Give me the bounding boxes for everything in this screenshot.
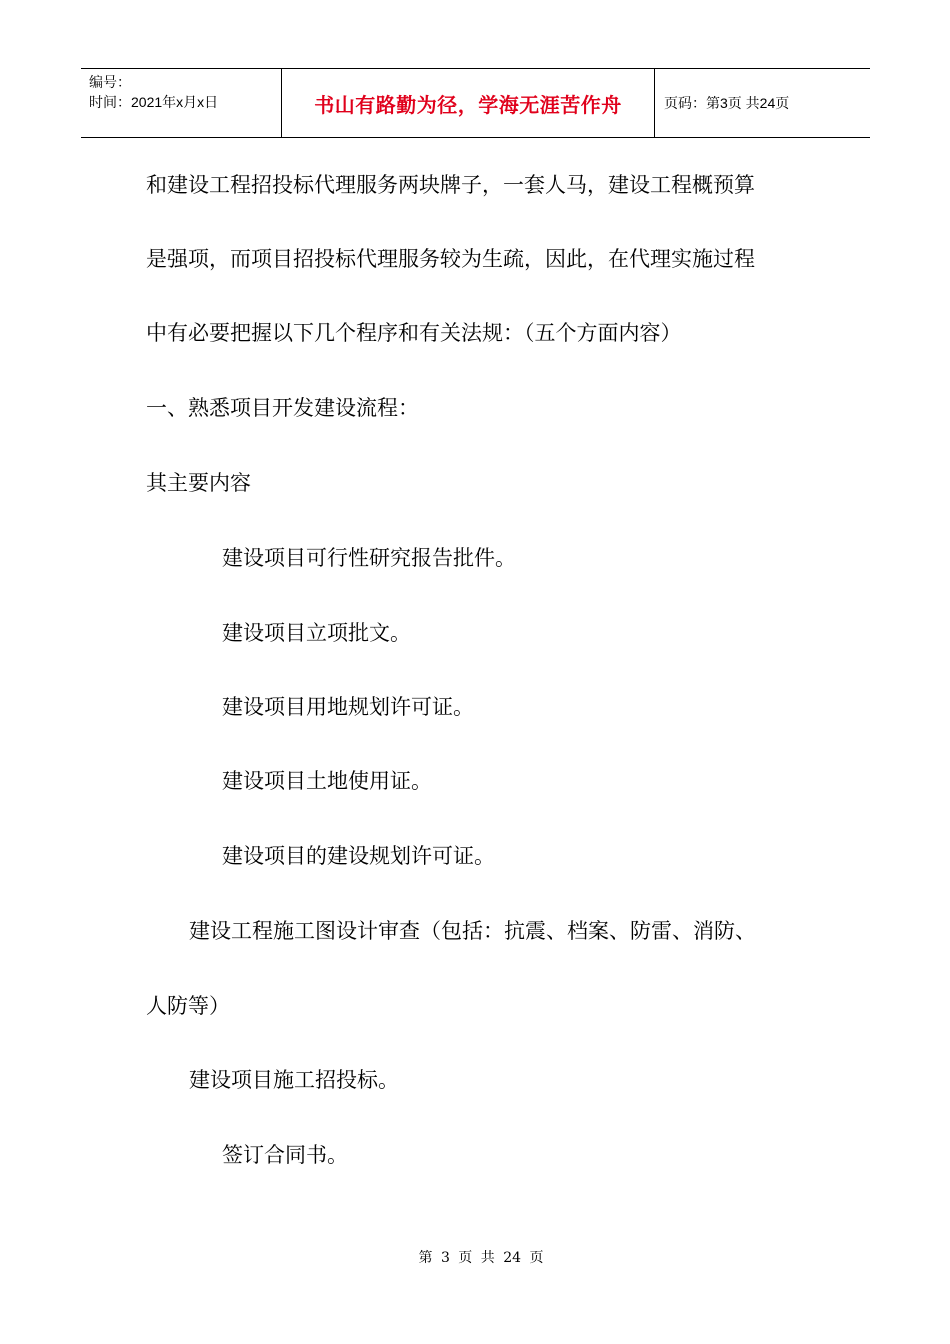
document-header: [81, 68, 870, 138]
body-line: 人防等）: [146, 994, 230, 1018]
body-line: 中有必要把握以下几个程序和有关法规：（五个方面内容）: [146, 321, 682, 345]
header-info-cell: [81, 69, 281, 137]
list-item: 签订合同书。: [222, 1143, 348, 1167]
body-line: 建设项目施工招投标。: [189, 1068, 399, 1092]
section-heading: 一、熟悉项目开发建设流程：: [146, 396, 419, 420]
list-item: 建设项目可行性研究报告批件。: [222, 546, 516, 570]
document-time-label: 时间：2021年x月x日: [89, 94, 219, 110]
header-motto: 书山有路勤为径，学海无涯苦作舟: [314, 92, 622, 117]
list-item: 建设项目的建设规划许可证。: [222, 844, 495, 868]
body-line: 其主要内容: [146, 471, 251, 495]
list-item: 建设项目立项批文。: [222, 621, 411, 645]
list-item: 建设项目用地规划许可证。: [222, 695, 474, 719]
document-number-label: 编号：: [89, 74, 131, 90]
footer-page-number: 第 3 页 共 24 页: [418, 1250, 544, 1266]
page-footer: [0, 1247, 950, 1267]
body-line: 和建设工程招投标代理服务两块牌子，一套人马，建设工程概预算: [146, 173, 755, 197]
header-page-cell: [655, 69, 870, 137]
header-page-label: 页码：第3页 共24页: [664, 95, 790, 111]
body-line: 是强项，而项目招投标代理服务较为生疏，因此，在代理实施过程: [146, 247, 755, 271]
body-line: 建设工程施工图设计审查（包括：抗震、档案、防雷、消防、: [189, 919, 756, 943]
list-item: 建设项目土地使用证。: [222, 769, 432, 793]
